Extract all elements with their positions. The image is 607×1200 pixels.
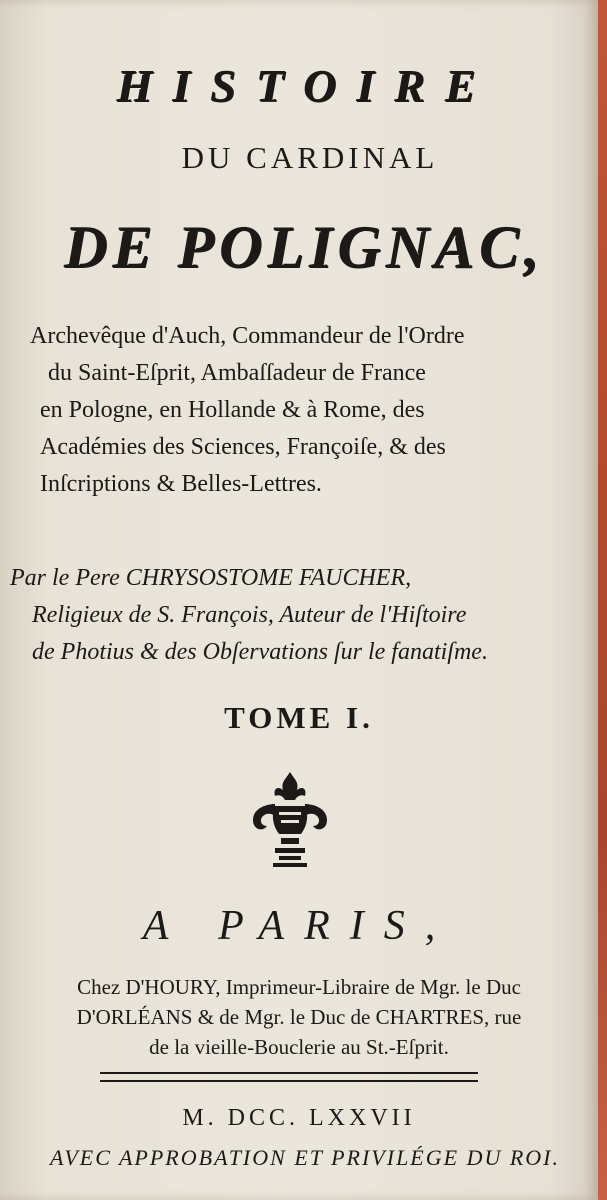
red-page-edge	[598, 0, 607, 1200]
title-du-cardinal: DU CARDINAL	[181, 140, 439, 175]
publisher-block	[0, 972, 598, 1062]
description-line: Académies des Sciences, Françoiſe, & des	[40, 434, 446, 460]
double-rule-divider	[100, 1072, 478, 1082]
title-histoire: HISTOIRE	[117, 61, 497, 112]
description-line: du Saint-Eſprit, Ambaſſadeur de France	[48, 360, 426, 386]
publisher-line: Chez D'HOURY, Imprimeur-Libraire de Mgr. le Duc	[77, 975, 521, 999]
publisher-line: de la vieille-Bouclerie au St.-Eſprit.	[149, 1035, 449, 1059]
description-line: Archevêque d'Auch, Commandeur de l'Ordre	[30, 323, 465, 349]
author-line: de Photius & des Obſervations ſur le fanatiſme.	[32, 639, 488, 665]
approbation-line: AVEC APPROBATION ET PRIVILÉGE DU ROI.	[50, 1145, 560, 1170]
volume-number: TOME I.	[224, 700, 374, 735]
publisher-line: D'ORLÉANS & de Mgr. le Duc de CHARTRES, rue	[76, 1005, 522, 1029]
description-line: en Pologne, en Hollande & à Rome, des	[40, 397, 425, 423]
publication-date: M. DCC. LXXVII	[182, 1105, 416, 1131]
imprint-city: A PARIS,	[142, 903, 456, 949]
author-line: Par le Pere CHRYSOSTOME FAUCHER,	[10, 565, 412, 591]
title-de-polignac: DE POLIGNAC,	[64, 215, 546, 281]
author-line: Religieux de S. François, Auteur de l'Hiſtoire	[32, 602, 467, 628]
description-block	[30, 318, 600, 503]
author-block	[10, 560, 600, 671]
description-line: Inſcriptions & Belles-Lettres.	[40, 471, 322, 497]
vase-flame-icon	[245, 768, 335, 873]
